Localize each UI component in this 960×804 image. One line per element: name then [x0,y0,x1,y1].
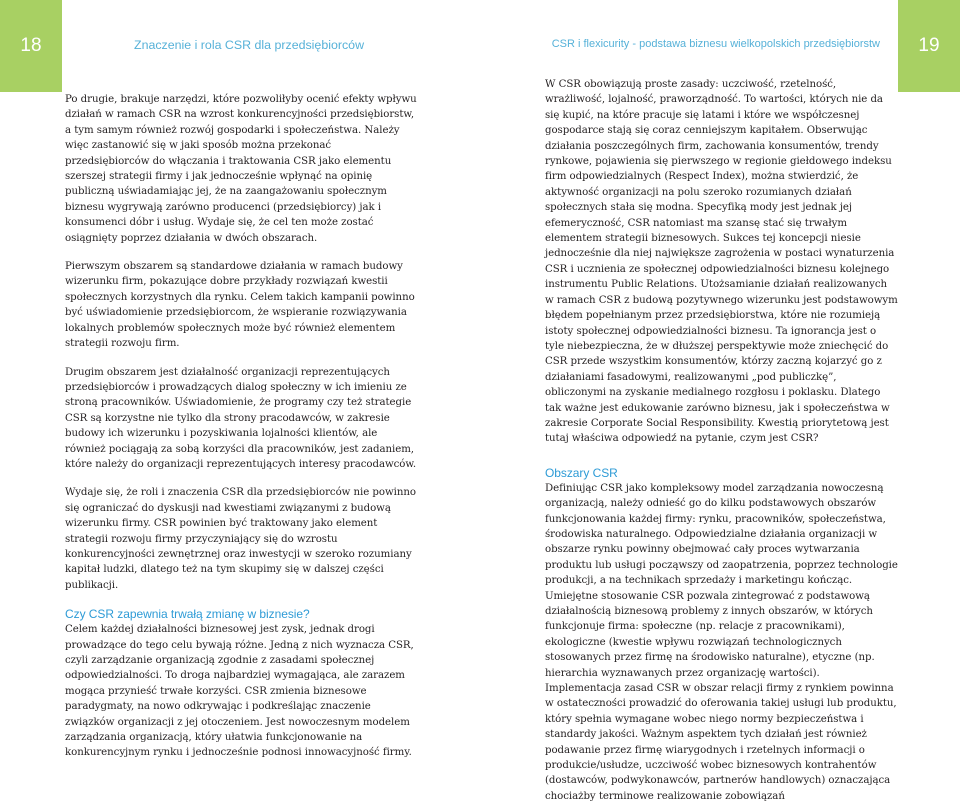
right-text-column [545,77,898,804]
page-number-right: 19 [898,0,960,92]
page-number-left: 18 [0,0,62,92]
body-paragraph: Drugim obszarem jest działalność organizacji reprezentujących przedsiębiorców i prowadzących dialog społeczny w ich imieniu ze stroną pracowników. Uświadomienie, że programy czy też strategie CSR są korzystne nie tylko dla strony pracodawców, w zakresie budowy ich wizerunku i pozyskiwania lojalności klientów, ale również pociągają za sobą korzyści dla pracowników, jest zadaniem, które należy do organizacji reprezentujących interesy pracodawców. [65,366,417,470]
section-heading: Czy CSR zapewnia trwałą zmianę w biznesie? [65,607,310,622]
left-text-column [65,92,417,761]
body-paragraph: Definiując CSR jako kompleksowy model zarządzania nowoczesną organizacją, należy odnieść go do kilku podstawowych obszarów funkcjonowania każdej firmy: rynku, pracowników, społeczeństwa, środowiska naturalnego. Odpowiedzialne działania organizacji w obszarze rynku powinny obejmować cały proces wytwarzania produktu lub usługi począwszy od zaopatrzenia, poprzez technologie produkcji, a na technikach sprzedaży i marketingu kończąc. Umiejętne stosowanie CSR pozwala zintegrować z podstawową działalnością biznesową problemy z innych obszarów, w których funkcjonuje firma: społeczne (np. relacje z pracownikami), ekologiczne (kwestie wpływu rozwiązań technologicznych stosowanych przez firmę na środowisko naturalne), etyczne (np. hierarchia wyznawanych przez organizację wartości). Implementacja zasad CSR w obszar relacji firmy z rynkiem powinna w ostateczności prowadzić do oferowania takiej usługi lub produktu, który spełnia wymagane wobec niego normy bezpieczeństwa i standardy jakości. Ważnym aspektem tych działań jest również podawanie przez firmę wiarygodnych i rzetelnych informacji o produkcie/usłudze, uczciwość wobec biznesowych kontrahentów (dostawców, podwykonawców, partnerów handlowych) oznaczająca chociażby terminowe realizowanie zobowiązań [545,482,898,802]
body-paragraph: W CSR obowiązują proste zasady: uczciwość, rzetelność, wrażliwość, lojalność, praworządność. To wartości, których nie da się kupić, na które pracuje się latami i które we współczesnej gospodarce stają się coraz cenniejszym kapitałem. Obserwując działania poszczególnych firm, zachowania konsumentów, trendy rynkowe, pojawienia się pierwszego w regionie giełdowego indeksu firm odpowiedzialnych (Respect Index), można stwierdzić, że aktywność organizacji na polu szeroko rozumianych działań społecznych stała się modna. Specyfiką mody jest jednak jej efemeryczność, CSR natomiast ma szansę stać się trwałym elementem strategii biznesowych. Sukces tej koncepcji niesie jednocześnie dla niej największe zagrożenia w postaci wynaturzenia CSR i ucznienia ze społecznej odpowiedzialności biznesu kolejnego instrumentu Public Relations. Utożsamianie działań realizowanych w ramach CSR z budową pozytywnego wizerunku jest podstawowym błędem popełnianym przez przedsiębiorstwa, które nie rozumieją istoty społecznej odpowiedzialności biznesu. Ta ignorancja jest o tyle niebezpieczna, że w dłuższej perspektywie może zniechęcić do CSR przede wszystkim konsumentów, którzy zaczną kojarzyć go z działaniami fasadowymi, realizowanymi „pod publiczkę”, obliczonymi na zyskanie medialnego rozgłosu i poklasku. Dlatego tak ważne jest edukowanie zarówno biznesu, jak i społeczeństwa w zakresie Corporate Social Responsibility. Kwestią priorytetową jest tutaj właściwa odpowiedź na pytanie, czym jest CSR? [545,79,898,445]
body-paragraph: Po drugie, brakuje narzędzi, które pozwoliłyby ocenić efekty wpływu działań w ramach CSR na wzrost konkurencyjności przedsiębiorstw, a tym samym również rozwój gospodarki i społeczeństwa. Należy więc zastanowić się w jaki sposób można przekonać przedsiębiorców do włączania i traktowania CSR jako elementu szerszej strategii firmy i jak jednocześnie wpłynąć na opinię publiczną uświadamiając jej, że na zaangażowaniu społecznym biznesu wygrywają zarówno producenci (przedsiębiorcy) jak i konsumenci dóbr i usług. Wydaje się, że cel ten może zostać osiągnięty poprzez działania w dwóch obszarach. [65,94,417,244]
section-heading: Obszary CSR [545,465,618,480]
running-title-right: CSR i flexicurity - podstawa biznesu wielkopolskich przedsiębiorstw [551,38,880,50]
running-title-left: Znaczenie i rola CSR dla przedsiębiorców [134,38,365,52]
body-paragraph: Pierwszym obszarem są standardowe działania w ramach budowy wizerunku firm, pokazujące dobre przykłady rozwiązań kwestii społecznych korzystnych dla rynku. Celem takich kampanii powinno być uświadomienie przedsiębiorcom, że wspieranie rozwiązywania lokalnych problemów społecznych może być również elementem strategii rozwoju firm. [65,261,415,350]
body-paragraph: Celem każdej działalności biznesowej jest zysk, jednak drogi prowadzące do tego celu bywają różne. Jedną z nich wyznacza CSR, czyli zarządzanie organizacją zgodnie z zasadami społecznej odpowiedzialności. To droga najbardziej wymagająca, ale zarazem mogąca przynieść trwałe korzyści. CSR zmienia biznesowe paradygmaty, na nowo odkrywając i podkreślając znaczenie związków organizacji z jej otoczeniem. Jest nowoczesnym modelem zarządzania organizacją, który ułatwia funkcjonowanie na konkurencyjnym rynku i jednocześnie podnosi innowacyjność firmy. [65,624,414,759]
body-paragraph: Wydaje się, że roli i znaczenia CSR dla przedsiębiorców nie powinno się ograniczać do dyskusji nad kwestiami związanymi z budową wizerunku firmy. CSR powinien być traktowany jako element strategii rozwoju firmy przyczyniający się do wzrostu konkurencyjności zewnętrznej oraz inwestycji w szeroko rozumiany kapitał ludzki, dlatego też na tym skupimy się w dalszej części publikacji. [65,487,416,591]
